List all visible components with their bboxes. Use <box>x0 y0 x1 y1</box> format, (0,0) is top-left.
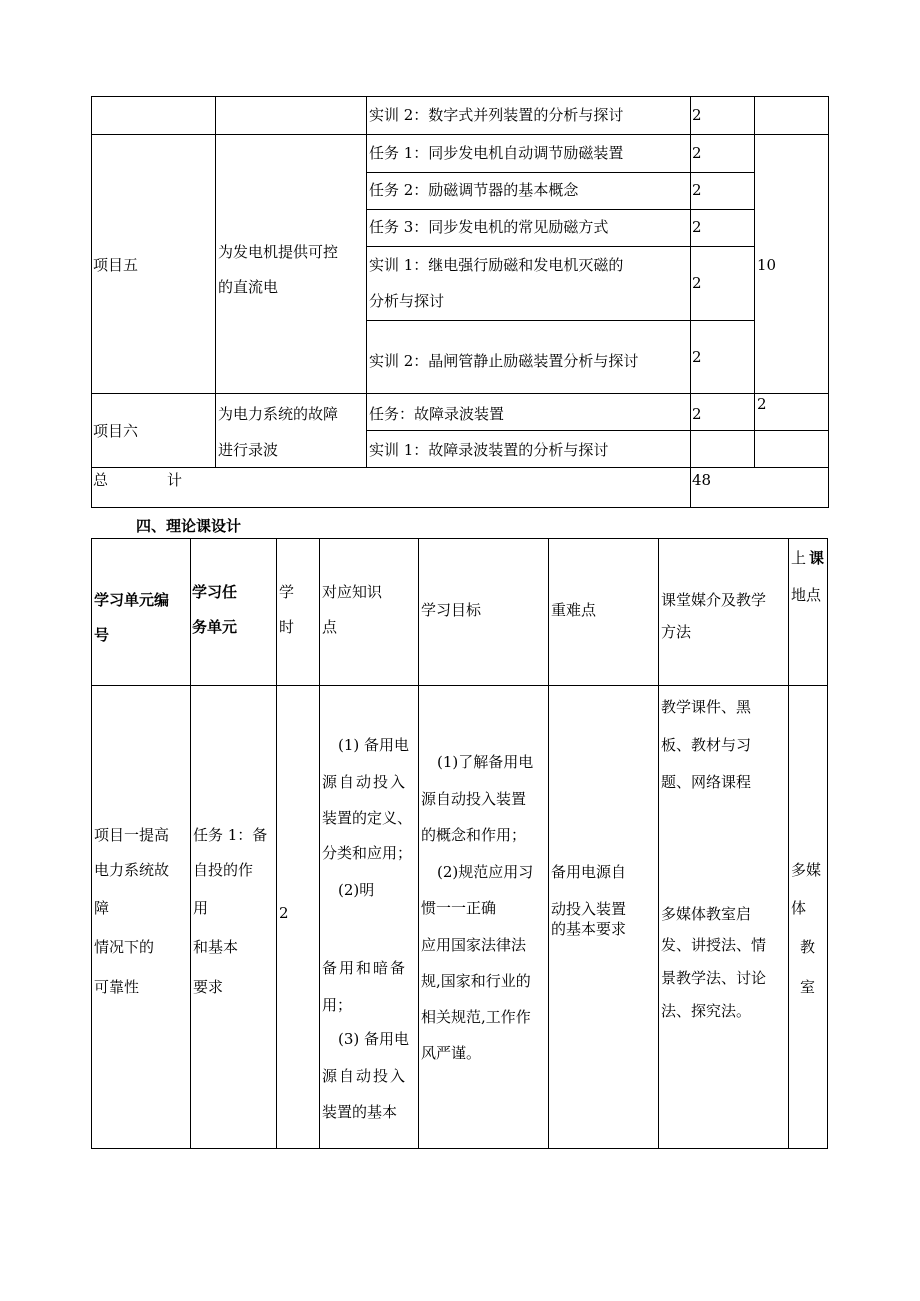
knowledge-line: 装置的定义、 <box>322 809 413 827</box>
media-line: 发、讲授法、情 <box>661 936 767 954</box>
place-line: 多媒 <box>791 861 822 879</box>
place-line: 体 <box>791 899 807 917</box>
header-hours-line1: 学 <box>279 583 295 601</box>
media-line: 多媒体教室启 <box>661 905 752 923</box>
task-cell: 实训 2：数字式并列装置的分析与探讨 <box>369 106 624 124</box>
task-cell: 任务：故障录波装置 <box>369 405 505 423</box>
section-title: 四、理论课设计 <box>136 517 242 535</box>
hours-cell: 2 <box>692 348 702 366</box>
hours-value: 2 <box>279 904 289 922</box>
header-unit-line1: 学习单元编 <box>94 591 170 609</box>
project-six-name: 项目六 <box>93 422 139 440</box>
media-line: 教学课件、黑 <box>661 698 752 716</box>
task-line: 任务 1：备 <box>193 826 268 844</box>
knowledge-line: 源自动投入 <box>322 773 408 791</box>
task-cell: 任务 3：同步发电机的常见励磁方式 <box>369 218 609 236</box>
place-line: 室 <box>800 978 816 996</box>
task-cell: 任务 1：同步发电机自动调节励磁装置 <box>369 144 624 162</box>
header-task-line1: 学习任 <box>192 583 238 601</box>
hours-cell: 2 <box>692 218 702 236</box>
place-line: 教 <box>800 938 816 956</box>
task-cell: 实训 1：故障录波装置的分析与探讨 <box>369 441 609 459</box>
hours-cell: 2 <box>692 106 702 124</box>
unit-line: 障 <box>94 899 110 917</box>
media-line: 法、探究法。 <box>661 1002 752 1020</box>
hours-cell: 2 <box>692 144 702 162</box>
task-line: 自投的作 <box>193 861 254 879</box>
goal-line: 惯一一正确 <box>421 899 497 917</box>
task-line: 要求 <box>193 978 224 996</box>
header-unit-line2: 号 <box>94 626 110 644</box>
hours-cell: 2 <box>692 274 702 292</box>
key-line: 备用电源自 <box>551 863 627 881</box>
goal-line: 相关规范,工作作 <box>421 1008 531 1026</box>
project-five-content-line1: 为发电机提供可控 <box>218 243 339 261</box>
goal-line: 应用国家法律法 <box>421 936 527 954</box>
header-knowledge-line2: 点 <box>322 618 338 636</box>
project-six-content-line2: 进行录波 <box>218 441 279 459</box>
knowledge-line: (1) 备用电 <box>338 736 410 754</box>
knowledge-line: 装置的基本 <box>322 1103 398 1121</box>
goal-line: 源自动投入装置 <box>421 790 527 808</box>
media-line: 题、网络课程 <box>661 773 752 791</box>
key-line: 动投入装置 <box>551 900 627 918</box>
knowledge-line: 分类和应用； <box>322 844 413 862</box>
unit-line: 情况下的 <box>94 938 155 956</box>
project-five-total: 10 <box>757 256 777 274</box>
goal-line: 规,国家和行业的 <box>421 972 531 990</box>
task-cell: 实训 2：晶闸管静止励磁装置分析与探讨 <box>369 352 639 370</box>
media-line: 板、教材与习 <box>661 736 752 754</box>
knowledge-line: (2)明 <box>338 881 375 899</box>
header-task-line2: 务单元 <box>192 618 238 636</box>
task-line: 和基本 <box>193 938 239 956</box>
header-place-a: 上 <box>791 549 807 567</box>
knowledge-line: 备用和暗备 <box>322 959 408 977</box>
header-media-line2: 方法 <box>661 623 692 641</box>
goal-line: (1)了解备用电 <box>437 753 534 771</box>
grand-total-value: 48 <box>692 471 712 489</box>
header-place-b: 课 <box>809 549 825 567</box>
project-five-name: 项目五 <box>93 256 139 274</box>
hours-cell: 2 <box>692 405 702 423</box>
project-six-total: 2 <box>757 395 767 413</box>
unit-line: 电力系统故 <box>94 861 170 879</box>
project-six-content-line1: 为电力系统的故障 <box>218 405 339 423</box>
header-key-points: 重难点 <box>551 601 597 619</box>
key-line: 的基本要求 <box>551 920 627 938</box>
task-cell-line2: 分析与探讨 <box>369 292 445 310</box>
project-five-content-line2: 的直流电 <box>218 278 279 296</box>
unit-line: 可靠性 <box>94 978 140 996</box>
knowledge-line: 用； <box>322 996 353 1014</box>
hours-cell: 2 <box>692 181 702 199</box>
goal-line: (2)规范应用习 <box>437 863 534 881</box>
task-line: 用 <box>193 899 209 917</box>
goal-line: 风严谨。 <box>421 1044 482 1062</box>
grand-total-label-a: 总 <box>93 471 109 489</box>
goal-line: 的概念和作用； <box>421 826 527 844</box>
task-cell-line1: 实训 1：继电强行励磁和发电机灭磁的 <box>369 256 624 274</box>
task-cell: 任务 2：励磁调节器的基本概念 <box>369 181 579 199</box>
header-media-line1: 课堂媒介及教学 <box>661 591 767 609</box>
header-goals: 学习目标 <box>421 601 482 619</box>
unit-line: 项目一提高 <box>94 826 170 844</box>
knowledge-line: (3) 备用电 <box>338 1030 410 1048</box>
header-knowledge-line1: 对应知识 <box>322 583 383 601</box>
knowledge-line: 源自动投入 <box>322 1067 408 1085</box>
media-line: 景教学法、讨论 <box>661 969 767 987</box>
header-hours-line2: 时 <box>279 618 295 636</box>
grand-total-label-b: 计 <box>167 471 183 489</box>
header-place-c: 地点 <box>791 586 822 604</box>
